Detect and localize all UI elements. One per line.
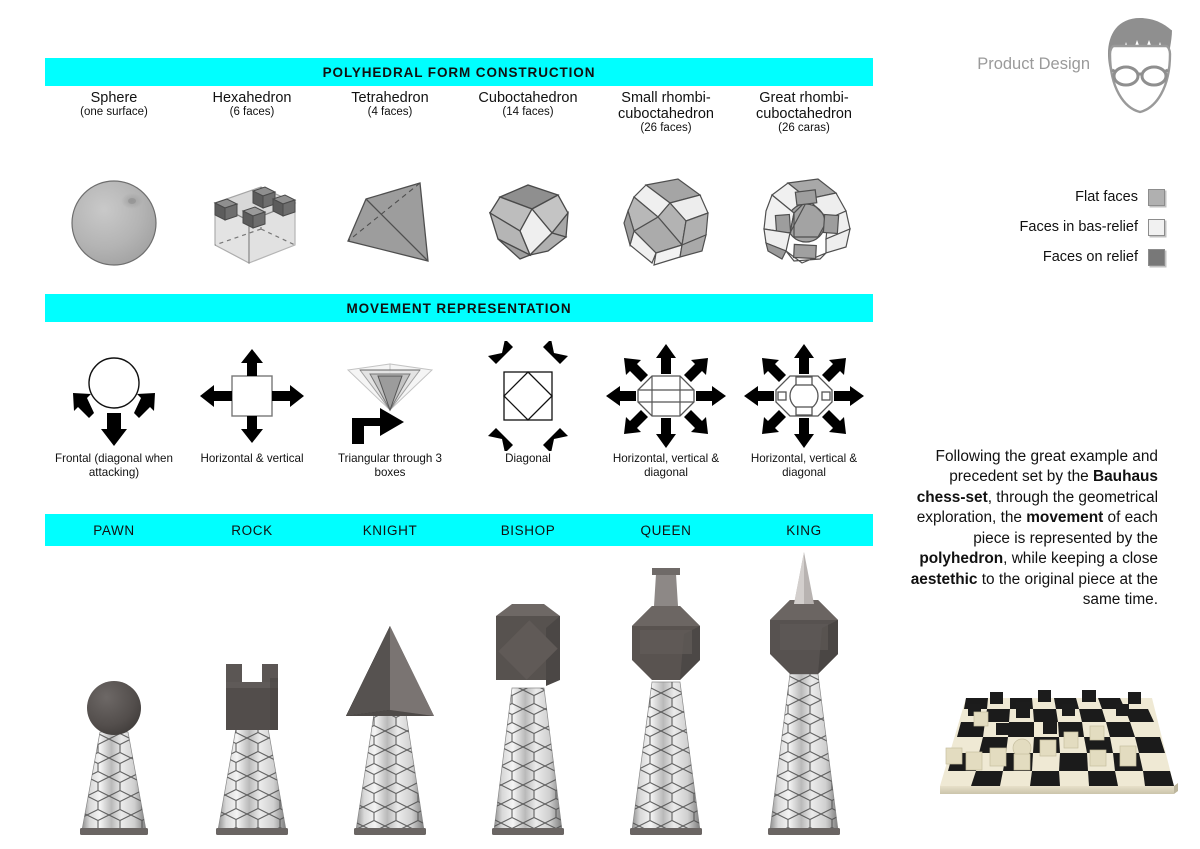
legend (930, 182, 1165, 272)
polyhedron-shape-cell (459, 162, 597, 280)
section-title: MOVEMENT REPRESENTATION (346, 300, 572, 316)
movement-cell (735, 340, 873, 452)
blurb-part: , through the geometrical exploration, the (916, 488, 1158, 527)
bishop-piece-render (459, 548, 597, 844)
brand-label: Product Design (977, 55, 1090, 73)
queen-piece-render (597, 548, 735, 844)
piece-name: KNIGHT (362, 522, 418, 538)
polyhedron-label (735, 90, 873, 135)
pawn-piece-render (45, 548, 183, 844)
movement-caption: Horizontal & vertical (200, 452, 304, 465)
movement-caption-cell (597, 452, 735, 481)
king-piece-render (735, 548, 873, 844)
section-title: POLYHEDRAL FORM CONSTRUCTION (322, 64, 596, 80)
piece-render-row (45, 548, 873, 844)
polyhedron-shape-cell (45, 162, 183, 280)
legend-row (930, 182, 1165, 212)
legend-swatch (1148, 189, 1165, 206)
movement-caption: Diagonal (505, 452, 551, 465)
polyhedron-label-cell (735, 90, 873, 135)
polyhedron-name: Small rhombi-cuboctahedron (618, 90, 714, 123)
great-rhombicuboctahedron-icon (735, 162, 873, 280)
polyhedron-label-cell (597, 90, 735, 135)
section-banner-polyhedral-forms (45, 58, 873, 86)
polyhedron-name: Hexahedron (212, 90, 292, 106)
blurb-bold: movement (1026, 509, 1104, 527)
bishop-movement-icon (459, 340, 597, 452)
movement-caption: Horizontal, vertical & diagonal (750, 452, 858, 480)
section-banner-movement (45, 294, 873, 322)
tetrahedron-icon (321, 162, 459, 280)
legend-label: Flat faces (1075, 189, 1138, 205)
cuboctahedron-icon (459, 162, 597, 280)
designer-head-icon (1092, 14, 1188, 118)
movement-cell (459, 340, 597, 452)
polyhedron-faces: (26 caras) (778, 122, 830, 135)
description-paragraph (906, 447, 1158, 611)
rook-piece-render (183, 548, 321, 844)
blurb-part: to the original piece at the same time. (977, 570, 1158, 609)
movement-caption-cell (183, 452, 321, 481)
sphere-icon (45, 162, 183, 280)
blurb-bold: Bauhaus chess-set (916, 468, 1158, 506)
blurb-bold: polyhedron (919, 550, 1004, 568)
movement-caption: Triangular through 3 boxes (338, 452, 442, 480)
polyhedron-label-cell (459, 90, 597, 135)
legend-swatch (1148, 249, 1165, 266)
legend-row (930, 242, 1165, 272)
blurb-part: Following the great example and precedent set by the (935, 448, 1158, 486)
movement-caption-cell (45, 452, 183, 481)
blurb-part: of each piece is represented by the (973, 509, 1158, 547)
polyhedra-shape-row (45, 162, 873, 280)
movement-caption-row (45, 452, 873, 481)
polyhedron-shape-cell (597, 162, 735, 280)
movement-diagram-row (45, 340, 873, 452)
knight-piece-render (321, 548, 459, 844)
polyhedron-label (78, 90, 150, 119)
polyhedron-shape-cell (183, 162, 321, 280)
movement-cell (321, 340, 459, 452)
polyhedron-label-cell (321, 90, 459, 135)
polyhedron-label-cell (183, 90, 321, 135)
movement-caption: Frontal (diagonal when attacking) (55, 452, 173, 480)
polyhedron-shape-cell (321, 162, 459, 280)
polyhedra-label-row (45, 90, 873, 135)
polyhedron-faces: (6 faces) (229, 106, 275, 119)
queen-movement-icon (597, 340, 735, 452)
polyhedron-label (476, 90, 579, 119)
movement-caption: Horizontal, vertical & diagonal (612, 452, 720, 480)
polyhedron-label (597, 90, 735, 135)
polyhedron-name: Cuboctahedron (478, 90, 578, 106)
legend-label: Faces on relief (1042, 249, 1138, 265)
polyhedron-faces: (one surface) (80, 106, 148, 119)
polyhedron-label-cell (45, 90, 183, 135)
piece-name: BISHOP (500, 522, 556, 538)
rook-movement-icon (183, 340, 321, 452)
pawn-movement-icon (45, 340, 183, 452)
polyhedron-shape-cell (735, 162, 873, 280)
movement-caption-cell (459, 452, 597, 481)
polyhedron-faces: (14 faces) (502, 106, 554, 119)
legend-row (930, 212, 1165, 242)
blurb-bold: aestethic (910, 570, 978, 588)
polyhedron-name: Sphere (90, 90, 138, 106)
piece-name: KING (786, 522, 822, 538)
movement-cell (597, 340, 735, 452)
piece-name: ROCK (231, 522, 273, 538)
polyhedron-faces: (26 faces) (640, 122, 692, 135)
movement-cell (183, 340, 321, 452)
legend-swatch (1148, 219, 1165, 236)
polyhedron-name: Tetrahedron (351, 90, 429, 106)
legend-label: Faces in bas-relief (1019, 219, 1138, 235)
movement-caption-cell (321, 452, 459, 481)
polyhedron-name: Great rhombi-cuboctahedron (756, 90, 852, 123)
knight-movement-icon (321, 340, 459, 452)
piece-name: PAWN (93, 522, 135, 538)
section-banner-piece-names (45, 514, 873, 546)
polyhedron-label (349, 90, 430, 119)
piece-name: QUEEN (640, 522, 692, 538)
blurb-part: , while keeping a close (1003, 550, 1158, 568)
movement-cell (45, 340, 183, 452)
bauhaus-chessboard-photo (930, 690, 1182, 810)
king-movement-icon (735, 340, 873, 452)
polyhedron-faces: (4 faces) (367, 106, 413, 119)
small-rhombicuboctahedron-icon (597, 162, 735, 280)
hexahedron-icon (183, 162, 321, 280)
movement-caption-cell (735, 452, 873, 481)
polyhedron-label (211, 90, 294, 119)
